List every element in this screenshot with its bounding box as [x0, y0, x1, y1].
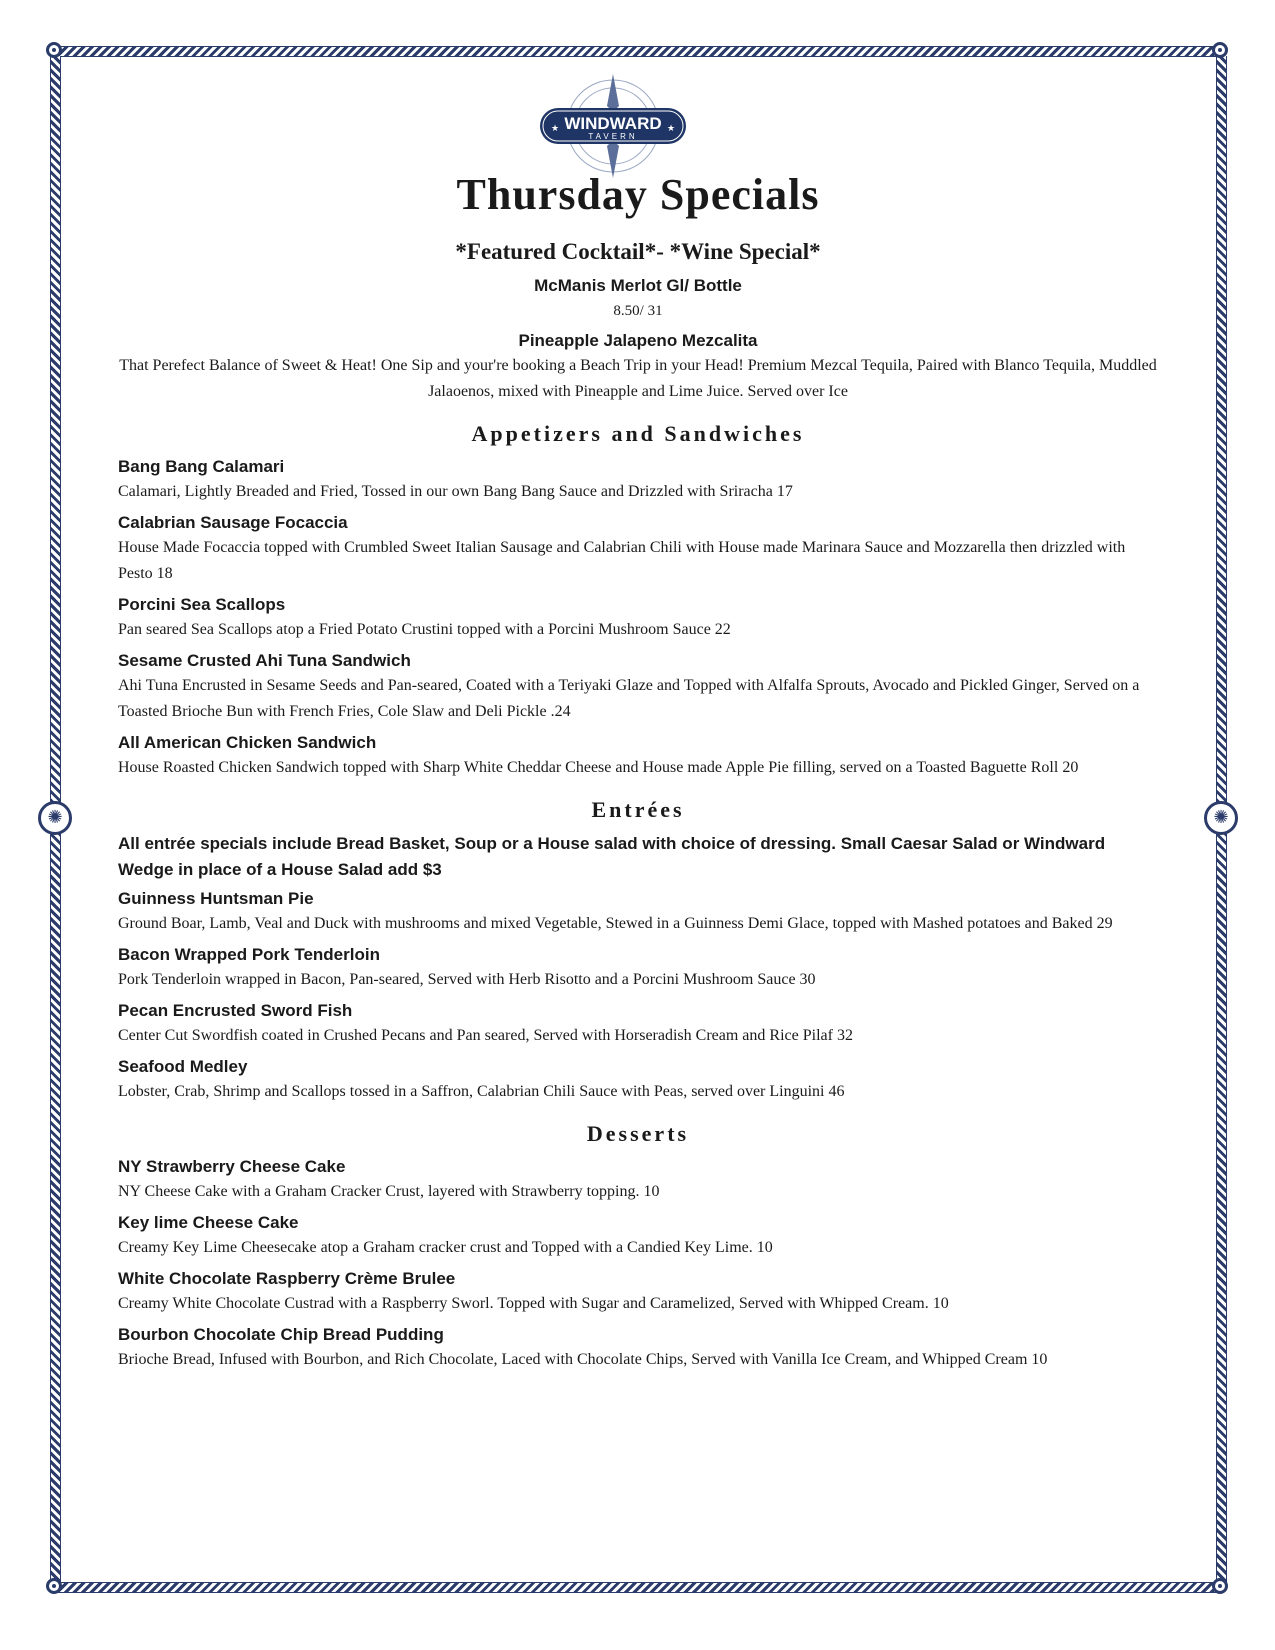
menu-item	[118, 593, 1158, 643]
logo-subtitle: TAVERN	[588, 132, 638, 141]
item-name: Bourbon Chocolate Chip Bread Pudding	[118, 1325, 444, 1344]
menu-item	[118, 731, 1158, 781]
item-description: House Roasted Chicken Sandwich topped with Sharp White Cheddar Cheese and House made Apple Pie filling, served on a Toasted Baguette Roll 20	[118, 759, 1079, 776]
item-description: Pork Tenderloin wrapped in Bacon, Pan-seared, Served with Herb Risotto and a Porcini Mushroom Sauce 30	[118, 971, 816, 988]
border-rope-top	[56, 46, 1222, 57]
cocktail-name: Pineapple Jalapeno Mezcalita	[518, 331, 758, 350]
item-name: Bang Bang Calamari	[118, 457, 285, 476]
section-title-entrees: Entrées	[591, 797, 685, 822]
item-description: Lobster, Crab, Shrimp and Scallops tossed in a Saffron, Calabrian Chili Sauce with Peas, served over Linguini 46	[118, 1083, 845, 1100]
svg-text:★: ★	[667, 124, 676, 134]
cocktail-description: That Perefect Balance of Sweet & Heat! One Sip and your're booking a Beach Trip in your Head! Premium Mezcal Tequila, Paired with Blanco Tequila, Muddled Jalaoenos, mixed with Pineapple and Lime Juice. Served over Ice	[119, 357, 1157, 400]
section-title-appetizers: Appetizers and Sandwiches	[471, 421, 805, 446]
corner-ring-icon	[46, 42, 62, 58]
border-rope-bottom	[56, 1582, 1222, 1593]
item-description: House Made Focaccia topped with Crumbled Sweet Italian Sausage and Calabrian Chili with House made Marinara Sauce and Mozzarella then drizzled with Pesto 18	[118, 539, 1126, 582]
item-description: Brioche Bread, Infused with Bourbon, and Rich Chocolate, Laced with Chocolate Chips, Served with Vanilla Ice Cream, and Whipped Cream 10	[118, 1351, 1048, 1368]
corner-ring-icon	[1212, 1578, 1228, 1594]
menu-item	[118, 1155, 1158, 1205]
item-name: Seafood Medley	[118, 1057, 248, 1076]
item-description: NY Cheese Cake with a Graham Cracker Crust, layered with Strawberry topping. 10	[118, 1183, 660, 1200]
menu-item	[118, 999, 1158, 1049]
compass-medallion-icon: ✺	[38, 801, 72, 835]
compass-medallion-icon: ✺	[1204, 801, 1238, 835]
menu-item	[118, 649, 1158, 725]
menu-item	[118, 511, 1158, 587]
item-name: All American Chicken Sandwich	[118, 733, 377, 752]
menu-item	[118, 887, 1158, 937]
logo-name: WINDWARD	[564, 114, 662, 133]
menu-item	[118, 943, 1158, 993]
menu-item	[118, 455, 1158, 505]
item-description: Calamari, Lightly Breaded and Fried, Tossed in our own Bang Bang Sauce and Drizzled with Sriracha 17	[118, 483, 793, 500]
item-name: Calabrian Sausage Focaccia	[118, 513, 348, 532]
menu-item	[118, 1267, 1158, 1317]
menu-content	[118, 166, 1158, 1379]
item-name: Pecan Encrusted Sword Fish	[118, 1001, 353, 1020]
wine-price: 8.50/ 31	[613, 303, 663, 319]
item-name: NY Strawberry Cheese Cake	[118, 1157, 346, 1176]
item-description: Center Cut Swordfish coated in Crushed Pecans and Pan seared, Served with Horseradish Cream and Rice Pilaf 32	[118, 1027, 853, 1044]
corner-ring-icon	[1212, 42, 1228, 58]
featured-heading: *Featured Cocktail*- *Wine Special*	[455, 239, 821, 264]
windward-tavern-logo	[538, 72, 688, 180]
item-description: Ahi Tuna Encrusted in Sesame Seeds and Pan-seared, Coated with a Teriyaki Glaze and Topped with Alfalfa Sprouts, Avocado and Pickled Ginger, Served on a Toasted Brioche Bun with French Fries, Cole Slaw and Deli Pickle .24	[118, 677, 1140, 720]
item-description: Creamy White Chocolate Custrad with a Raspberry Sworl. Topped with Sugar and Caramelized, Served with Whipped Cream. 10	[118, 1295, 949, 1312]
page-title: Thursday Specials	[456, 170, 820, 219]
item-name: Key lime Cheese Cake	[118, 1213, 299, 1232]
menu-item	[118, 1211, 1158, 1261]
item-name: Sesame Crusted Ahi Tuna Sandwich	[118, 651, 411, 670]
menu-item	[118, 1055, 1158, 1105]
item-name: Bacon Wrapped Pork Tenderloin	[118, 945, 380, 964]
item-description: Ground Boar, Lamb, Veal and Duck with mushrooms and mixed Vegetable, Stewed in a Guinness Demi Glace, topped with Mashed potatoes and Baked 29	[118, 915, 1113, 932]
entree-note: All entrée specials include Bread Basket, Soup or a House salad with choice of dressing. Small Caesar Salad or Windward Wedge in place of a House Salad add $3	[118, 834, 1106, 879]
item-name: Porcini Sea Scallops	[118, 595, 286, 614]
corner-ring-icon	[46, 1578, 62, 1594]
menu-item	[118, 1323, 1158, 1373]
svg-text:★: ★	[551, 124, 560, 134]
wine-name: McManis Merlot Gl/ Bottle	[534, 276, 742, 295]
item-name: Guinness Huntsman Pie	[118, 889, 314, 908]
item-description: Pan seared Sea Scallops atop a Fried Potato Crustini topped with a Porcini Mushroom Sauce 22	[118, 621, 731, 638]
item-name: White Chocolate Raspberry Crème Brulee	[118, 1269, 456, 1288]
section-title-desserts: Desserts	[586, 1121, 690, 1146]
item-description: Creamy Key Lime Cheesecake atop a Graham cracker crust and Topped with a Candied Key Lime. 10	[118, 1239, 773, 1256]
